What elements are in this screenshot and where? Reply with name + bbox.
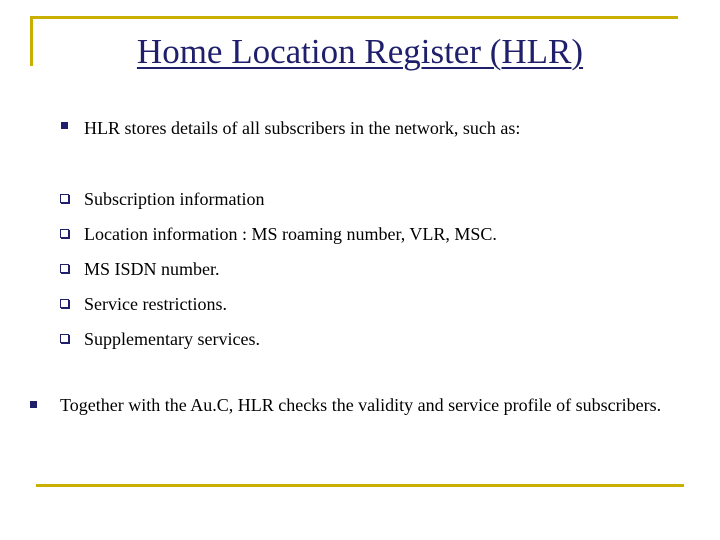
sub-item-text: Subscription information	[84, 189, 265, 209]
hollow-square-bullet-icon	[60, 334, 69, 343]
hollow-square-bullet-icon	[60, 299, 69, 308]
intro-text: HLR stores details of all subscribers in the network, such as:	[84, 118, 521, 138]
hollow-square-bullet-icon	[60, 264, 69, 273]
hollow-square-bullet-icon	[60, 194, 69, 203]
solid-square-bullet-icon	[30, 401, 37, 408]
sub-item-text: MS ISDN number.	[84, 259, 220, 279]
bottom-decorative-rule	[36, 484, 684, 487]
closing-text: Together with the Au.C, HLR checks the validity and service profile of subscribers.	[60, 395, 662, 415]
sub-item-text: Location information : MS roaming number, VLR, MSC.	[84, 224, 497, 244]
square-bullet-icon	[61, 122, 68, 129]
hollow-square-bullet-icon	[60, 229, 69, 238]
sub-item-text: Supplementary services.	[84, 329, 260, 349]
slide-title: Home Location Register (HLR)	[136, 32, 584, 71]
sub-item-text: Service restrictions.	[84, 294, 227, 314]
top-decorative-rule	[30, 16, 678, 19]
